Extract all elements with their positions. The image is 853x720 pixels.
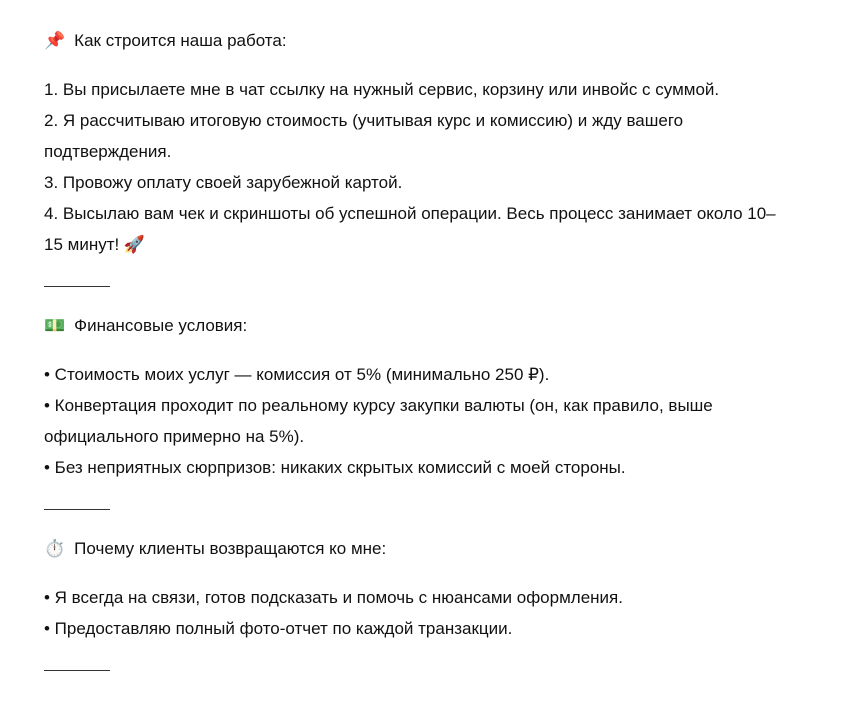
financial-bullet-3: • Без неприятных сюрпризов: никаких скрытых комиссий с моей стороны. [44, 458, 626, 477]
money-banknote-icon: 💵 [44, 316, 66, 335]
workflow-step-2: 2. Я рассчитываю итоговую стоимость (учитывая курс и комиссию) и жду вашего подтверждения. [44, 111, 684, 161]
section-why-clients-return [44, 536, 809, 644]
section-heading-why-clients-return [44, 536, 809, 562]
section-divider-1 [44, 286, 110, 287]
stopwatch-icon: ⏱️ [44, 539, 66, 558]
section-heading-text: Почему клиенты возвращаются ко мне: [74, 539, 387, 558]
pushpin-icon: 📌 [44, 31, 66, 50]
workflow-step-4: 4. Высылаю вам чек и скриншоты об успешной операции. Весь процесс занимает около 10–15 минут! 🚀 [44, 204, 776, 254]
section-heading-financial-terms [44, 313, 809, 339]
financial-bullet-2: • Конвертация проходит по реальному курсу закупки валюты (он, как правило, выше официального примерно на 5%). [44, 396, 713, 446]
why-bullet-1: • Я всегда на связи, готов подсказать и помочь с нюансами оформления. [44, 588, 623, 607]
section-workflow [44, 28, 809, 260]
workflow-step-1: 1. Вы присылаете мне в чат ссылку на нужный сервис, корзину или инвойс с суммой. [44, 80, 720, 99]
section-heading-text: Финансовые условия: [74, 316, 248, 335]
why-bullet-2: • Предоставляю полный фото-отчет по каждой транзакции. [44, 619, 513, 638]
workflow-step-3: 3. Провожу оплату своей зарубежной картой. [44, 173, 403, 192]
section-heading-text: Как строится наша работа: [74, 31, 287, 50]
section-heading-workflow [44, 28, 809, 54]
financial-bullet-1: • Стоимость моих услуг — комиссия от 5% (минимально 250 ₽). [44, 365, 550, 384]
section-financial-terms [44, 313, 809, 483]
section-divider-3 [44, 670, 110, 671]
section-divider-2 [44, 509, 110, 510]
